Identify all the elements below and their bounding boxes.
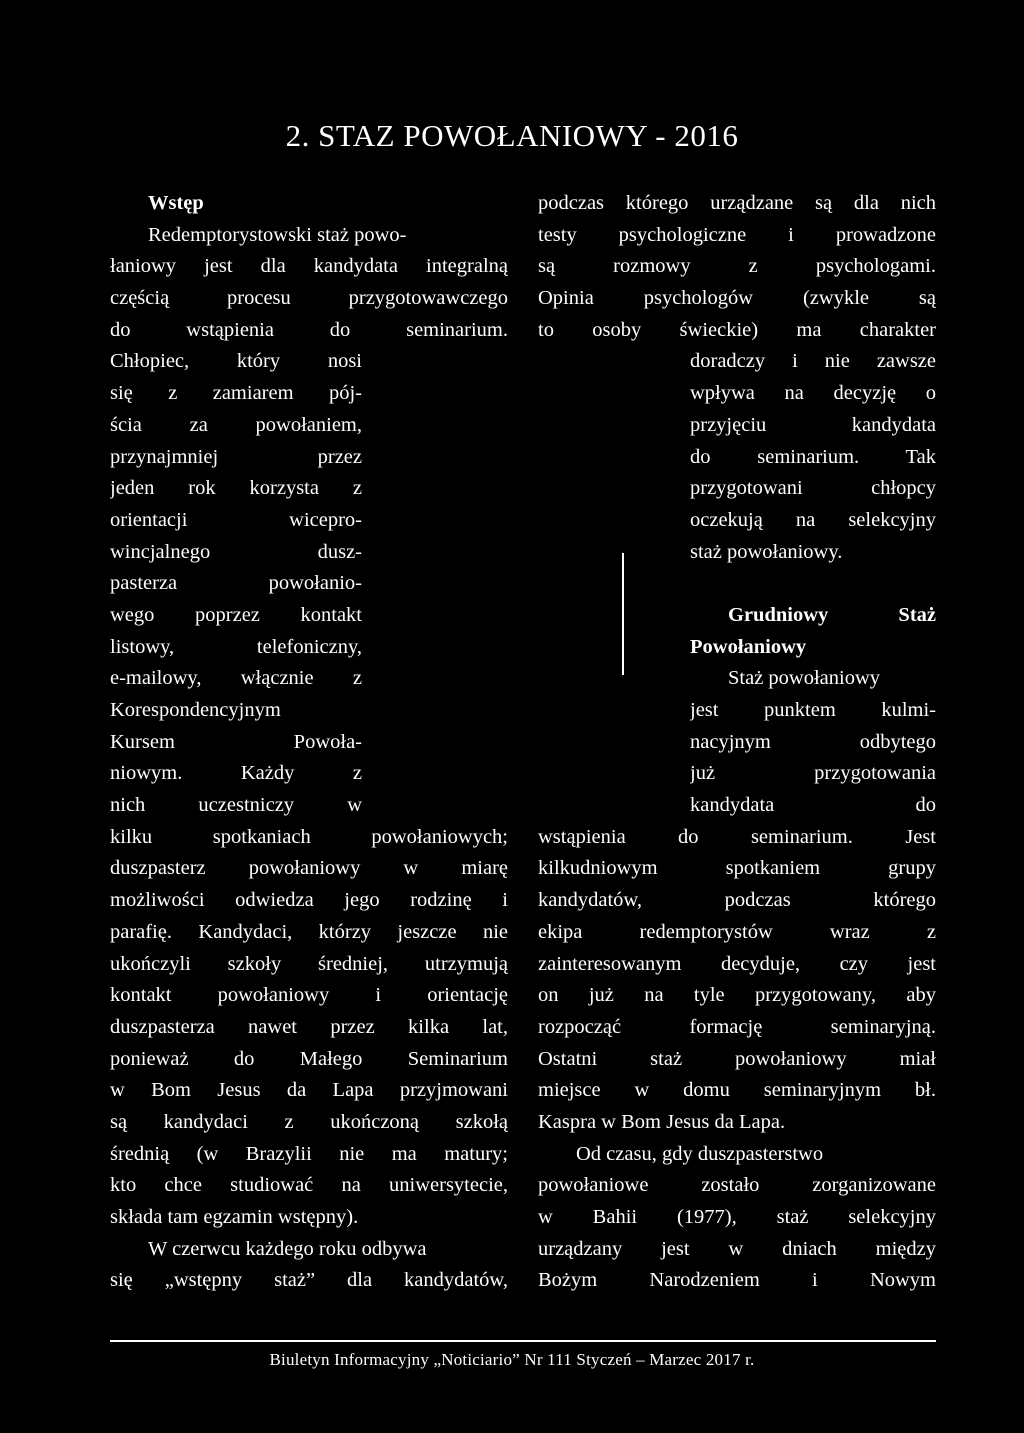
text-line: parafię. Kandydaci, którzy jeszcze nie (110, 920, 508, 943)
text-line: Chłopiec, który nosi (110, 350, 362, 373)
text-line: kilku spotkaniach powołaniowych; (110, 825, 508, 848)
text-line: Kursem Powoła- (110, 730, 362, 753)
text-line: kandydata do (690, 794, 936, 817)
text-line: nich uczestniczy w (110, 794, 362, 817)
text-line: możliwości odwiedza jego rodzinę i (110, 889, 508, 912)
footer-text: Biuletyn Informacyjny „Noticiario” Nr 111 Styczeń – Marzec 2017 r. (269, 1350, 755, 1369)
text-line: Od czasu, gdy duszpasterstwo (576, 1142, 824, 1165)
text-line: wstąpienia do seminarium. Jest (538, 825, 936, 848)
text-line: Ostatni staż powołaniowy miał (538, 1047, 936, 1070)
text-line: wincjalnego dusz- (110, 540, 362, 563)
text-line: kontakt powołaniowy i orientację (110, 984, 508, 1007)
text-line: wpływa na decyzję o (690, 382, 936, 405)
text-line: podczas którego urządzane są dla nich (538, 192, 936, 214)
text-line: już przygotowania (690, 762, 936, 785)
text-line: przynajmniej przez (110, 445, 362, 468)
text-line: ponieważ do Małego Seminarium (110, 1047, 508, 1070)
text-line: nacyjnym odbytego (690, 730, 936, 753)
text-line: łaniowy jest dla kandydata integralną (110, 255, 508, 278)
left-column (110, 188, 508, 1297)
right-column (538, 188, 936, 1297)
text-line: przygotowani chłopcy (690, 477, 936, 500)
text-line: w Bom Jesus da Lapa przyjmowani (110, 1079, 508, 1102)
text-line: Redemptorystowski staż powo- (148, 223, 407, 246)
text-line: on już na tyle przygotowany, aby (538, 984, 936, 1007)
text-line: ekipa redemptorystów wraz z (538, 920, 936, 943)
text-line: w Bahii (1977), staż selekcyjny (538, 1206, 936, 1228)
text-line: miejsce w domu seminaryjnym bł. (538, 1079, 936, 1102)
text-line: e-mailowy, włącznie z (110, 667, 362, 690)
text-line: do wstąpienia do seminarium. (110, 318, 508, 341)
text-line: częścią procesu przygotowawczego (110, 287, 508, 310)
text-line: Kaspra w Bom Jesus da Lapa. (538, 1110, 786, 1133)
text-line: jeden rok korzysta z (110, 477, 362, 500)
text-line: Staż powołaniowy (728, 667, 881, 690)
text-line: niowym. Każdy z (110, 762, 362, 785)
text-line: Korespondencyjnym (110, 699, 281, 721)
image-placeholder-edge (622, 553, 624, 675)
text-line: oczekują na selekcyjny (690, 508, 936, 531)
text-line: się z zamiarem pój- (110, 382, 362, 405)
text-line: Powołaniowy (690, 635, 807, 658)
text-line: kandydatów, podczas którego (538, 889, 936, 912)
text-line: ukończyli szkoły średniej, utrzymują (110, 952, 508, 975)
text-line: jest punktem kulmi- (690, 699, 936, 721)
text-line: kilkudniowym spotkaniem grupy (538, 857, 936, 880)
footer-rule (110, 1340, 936, 1342)
text-line: testy psychologiczne i prowadzone (538, 223, 936, 246)
text-line: wego poprzez kontakt (110, 603, 362, 626)
text-line: średnią (w Brazylii nie ma matury; (110, 1142, 508, 1165)
text-line: ścia za powołaniem, (110, 413, 362, 436)
text-line: orientacji wicepro- (110, 508, 362, 531)
text-line: do seminarium. Tak (690, 445, 936, 468)
text-line: duszpasterz powołaniowy w miarę (110, 857, 508, 880)
text-line: Grudniowy Staż (728, 603, 936, 626)
text-line: Wstęp (148, 192, 204, 214)
text-line: to osoby świeckie) ma charakter (538, 318, 936, 341)
text-line: W czerwcu każdego roku odbywa (148, 1237, 427, 1260)
text-line: zainteresowanym decyduje, czy jest (538, 952, 936, 975)
page-title: 2. STAZ POWOŁANIOWY - 2016 (285, 118, 739, 153)
text-line: się „wstępny staż” dla kandydatów, (110, 1269, 508, 1292)
text-line: duszpasterza nawet przez kilka lat, (110, 1015, 508, 1038)
text-line: Opinia psychologów (zwykle są (538, 287, 936, 310)
text-line (538, 568, 936, 600)
text-line: listowy, telefoniczny, (110, 635, 362, 658)
text-line: pasterza powołanio- (110, 572, 362, 595)
text-line: doradczy i nie zawsze (690, 350, 936, 373)
text-line: składa tam egzamin wstępny). (110, 1206, 359, 1228)
text-line: urządzany jest w dniach między (538, 1237, 936, 1260)
text-line: kto chce studiować na uniwersytecie, (110, 1174, 508, 1197)
text-line: rozpocząć formację seminaryjną. (538, 1015, 936, 1038)
text-line: są rozmowy z psychologami. (538, 255, 936, 278)
text-line: Bożym Narodzeniem i Nowym (538, 1269, 936, 1292)
text-line: przyjęciu kandydata (690, 413, 936, 436)
text-line: powołaniowe zostało zorganizowane (538, 1174, 936, 1197)
text-line: staż powołaniowy. (690, 540, 843, 563)
text-line: są kandydaci z ukończoną szkołą (110, 1110, 508, 1133)
